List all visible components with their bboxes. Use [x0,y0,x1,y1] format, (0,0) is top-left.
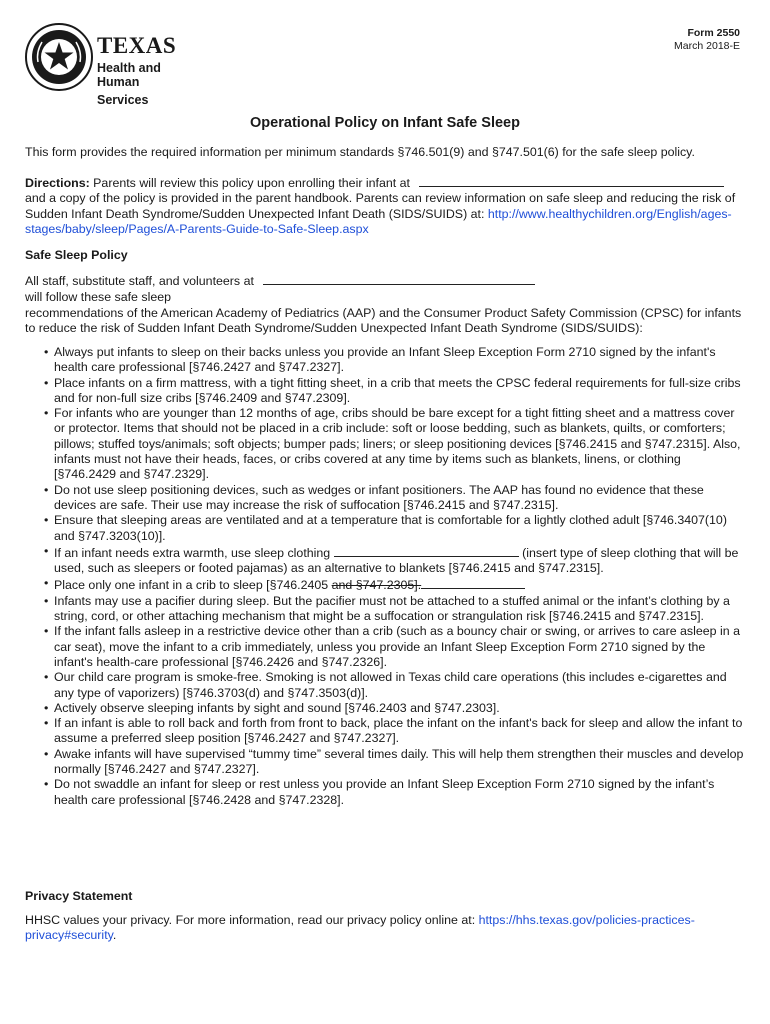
list-item-warmth [44,544,744,577]
list-item: • Always put infants to sleep on their backs unless you provide an Infant Sleep Exception Form 2710 signed by the infant's health care professional [§746.2427 and §747.2327]. [44,345,744,376]
list-item-one-infant [44,576,744,593]
list-item: • If an infant is able to roll back and forth from front to back, place the infant on the infant's back for sleep and allow the infant to assume a preferred sleep position [§746.2427 and §747.2327]. [44,716,744,747]
warmth-text-1: If an infant needs extra warmth, use sleep clothing [54,545,331,560]
list-item: • Infants may use a pacifier during sleep. But the pacifier must not be attached to a stuffed animal or the infant’s clothing by a string, cord, or other attaching mechanism that might be a suffocation or strangulation risk [§746.2415 and §747.2315]. [44,594,744,625]
directions-label: Directions: [25,176,90,190]
privacy-link[interactable]: https://hhs.texas.gov/policies-practices-privacy#security [25,913,695,943]
warmth-text-2: (insert type of sleep clothing that will be used, such as sleepers or footed pajamas) as an alternative to blankets [§746.2415 and §747.2315]. [54,545,739,576]
logo-subtitle-1: Health and Human [97,61,161,89]
list-item: • Actively observe sleeping infants by sight and sound [§746.2403 and §747.2303]. [44,701,744,716]
healthychildren-link[interactable]: http://www.healthychildren.org/English/ages-stages/baby/sleep/Pages/A-Parents-Guide-to-Safe-Sleep.aspx [25,206,732,236]
intro-text: This form provides the required information per minimum standards §746.501(9) and §747.501(6) for the safe sleep policy. [25,145,695,159]
form-date: March 2018-E [674,40,740,52]
one-infant-field[interactable] [421,576,525,589]
list-item: • Do not use sleep positioning devices, such as wedges or infant positioners. The AAP has found no evidence that these devices are safe. Their use may increase the risk of suffocation [§746.2415 and §747.2315]. [44,483,744,514]
list-item: • Do not swaddle an infant for sleep or rest unless you provide an Infant Sleep Exception Form 2710 signed by the infant’s health care professional [§746.2428 and §747.2328]. [44,777,744,808]
directions-text-1: Parents will review this policy upon enrolling their infant at [93,176,410,190]
safe-sleep-heading: Safe Sleep Policy [25,248,128,262]
list-item: • Place infants on a firm mattress, with a tight fitting sheet, in a crib that meets the CPSC federal requirements for full-size cribs and for non-full size cribs [§746.2409 and §747.2309]. [44,376,744,407]
one-infant-struck-text: and §747.2305]. [331,578,422,593]
operation-name-field[interactable] [419,174,724,187]
safe-sleep-rules-list [44,345,744,808]
privacy-end: . [112,928,117,943]
logo-subtitle-2: Services [97,93,149,107]
texas-seal-icon [24,22,94,92]
logo-title: TEXAS [97,33,177,58]
directions-paragraph [25,174,745,237]
list-item: • Awake infants will have supervised “tummy time” several times daily. This will help them strengthen their muscles and develop normally [§746.2427 and §747.2327]. [44,747,744,778]
list-item: • Our child care program is smoke-free. Smoking is not allowed in Texas child care operations (this includes e-cigarettes and any type of vaporizers) [§746.3703(d) and §747.3503(d)]. [44,670,744,701]
list-item: • If the infant falls asleep in a restrictive device other than a crib (such as a bouncy chair or swing, or arrives to care asleep in a car seat), move the infant to a crib immediately, unless you provide an Infant Sleep Exception Form 2710 signed by the infant's health-care professional [§746.2426 and §747.2326]. [44,624,744,670]
privacy-text: HHSC values your privacy. For more information, read our privacy policy online at: [25,913,479,927]
list-item: • Ensure that sleeping areas are ventilated and at a temperature that is comfortable for a lightly clothed adult [§746.3407(10) and §747.3203(10)]. [44,513,744,544]
privacy-paragraph [25,913,745,944]
follow-text: will follow these safe sleep [25,290,172,304]
form-number: Form 2550 [687,27,740,39]
safe-sleep-staff-line [25,272,745,289]
recommendation-text: recommendations of the American Academy of Pediatrics (AAP) and the Consumer Product Safety Commission (CPSC) for infants to reduce the risk of Sudden Infant Death Syndrome/Sudden Unexpected Infant Death Syndrome (SIDS/SUIDS): [25,306,742,336]
form-identifier [674,27,740,53]
directions-text-2: and a copy of the policy is provided in the parent handbook. Parents can review information on safe sleep and reducing the risk of Sudden Infant Death Syndrome/Sudden Unexpected Infant Death (SIDS/SUIDS) at: [25,191,736,221]
list-item: • For infants who are younger than 12 months of age, cribs should be bare except for a tight fitting sheet and a mattress cover or protector. Items that should not be placed in a crib include: soft or loose bedding, such as blankets, quilts, or comforters; pillows; stuffed toys/animals; soft objects; bumper pads; liners; or sleep positioning devices [§746.2415 and §747.2315]. Also, infants must not have their heads, faces, or cribs covered at any time by items such as blankets, linens, or clothing [§746.2429 and §747.2329]. [44,406,744,482]
page-title: Operational Policy on Infant Safe Sleep [250,115,520,131]
sleep-clothing-field[interactable] [334,544,519,557]
hhs-logo [24,22,204,107]
operation-name-field-2[interactable] [263,272,535,285]
staff-text: All staff, substitute staff, and volunteers at [25,274,254,288]
privacy-heading: Privacy Statement [25,889,133,903]
one-infant-text: Place only one infant in a crib to sleep [§746.2405 [54,578,332,593]
